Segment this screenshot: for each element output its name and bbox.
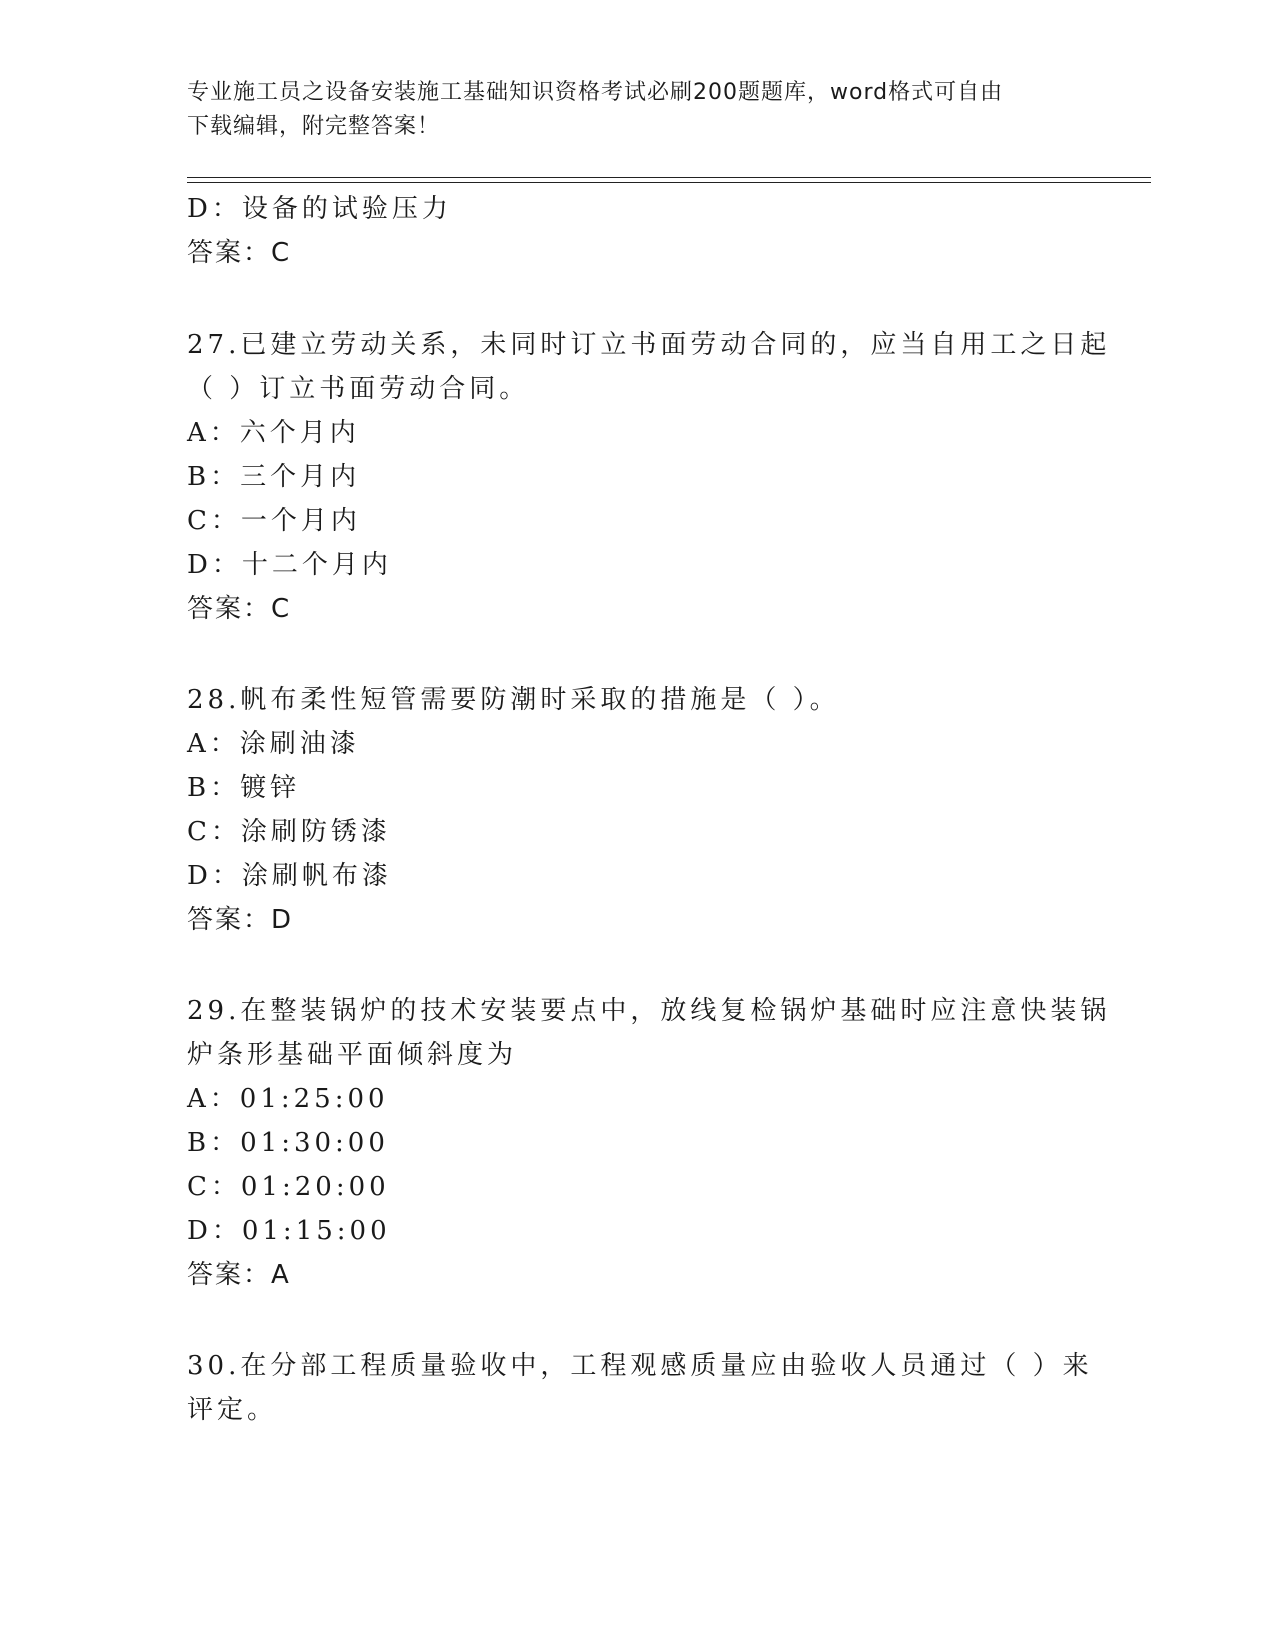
q27-stem-line-1: 27.已建立劳动关系，未同时订立书面劳动合同的，应当自用工之日起	[187, 330, 1111, 360]
q29-option-c: C：01:20:00	[187, 1172, 390, 1202]
header-divider-top	[187, 177, 1151, 178]
q28-option-a: A：涂刷油漆	[187, 729, 360, 759]
q29-stem-line-1: 29.在整装锅炉的技术安装要点中，放线复检锅炉基础时应注意快装锅	[187, 996, 1111, 1026]
q27-option-c: C：一个月内	[187, 506, 361, 536]
header-title-line-2: 下载编辑，附完整答案！	[187, 114, 441, 139]
q30-stem-line-1: 30.在分部工程质量验收中，工程观感质量应由验收人员通过（ ）来	[187, 1351, 1093, 1381]
q27-option-d: D：十二个月内	[187, 550, 392, 580]
q29-stem-line-2: 炉条形基础平面倾斜度为	[187, 1040, 518, 1070]
q28-answer: 答案：D	[187, 905, 294, 935]
q30-stem-line-2: 评定。	[187, 1395, 278, 1425]
header-divider-bottom	[187, 182, 1151, 183]
header-title-line-1: 专业施工员之设备安装施工基础知识资格考试必刷200题题库，word格式可自由	[187, 80, 1004, 105]
q26-option-d: D：设备的试验压力	[187, 194, 452, 224]
page-header	[187, 76, 1087, 144]
q27-option-a: A：六个月内	[187, 418, 360, 448]
q29-option-b: B：01:30:00	[187, 1128, 389, 1158]
q27-stem-line-2: （ ）订立书面劳动合同。	[187, 374, 530, 404]
q28-option-d: D：涂刷帆布漆	[187, 861, 392, 891]
q27-option-b: B：三个月内	[187, 462, 361, 492]
q26-answer: 答案：C	[187, 238, 292, 268]
q29-option-d: D：01:15:00	[187, 1216, 391, 1246]
q28-stem-line-1: 28.帆布柔性短管需要防潮时采取的措施是（ ）。	[187, 685, 840, 715]
q28-option-c: C：涂刷防锈漆	[187, 817, 391, 847]
q29-answer: 答案：A	[187, 1260, 291, 1290]
q27-answer: 答案：C	[187, 594, 292, 624]
q29-option-a: A：01:25:00	[187, 1084, 389, 1114]
q28-option-b: B：镀锌	[187, 773, 301, 803]
